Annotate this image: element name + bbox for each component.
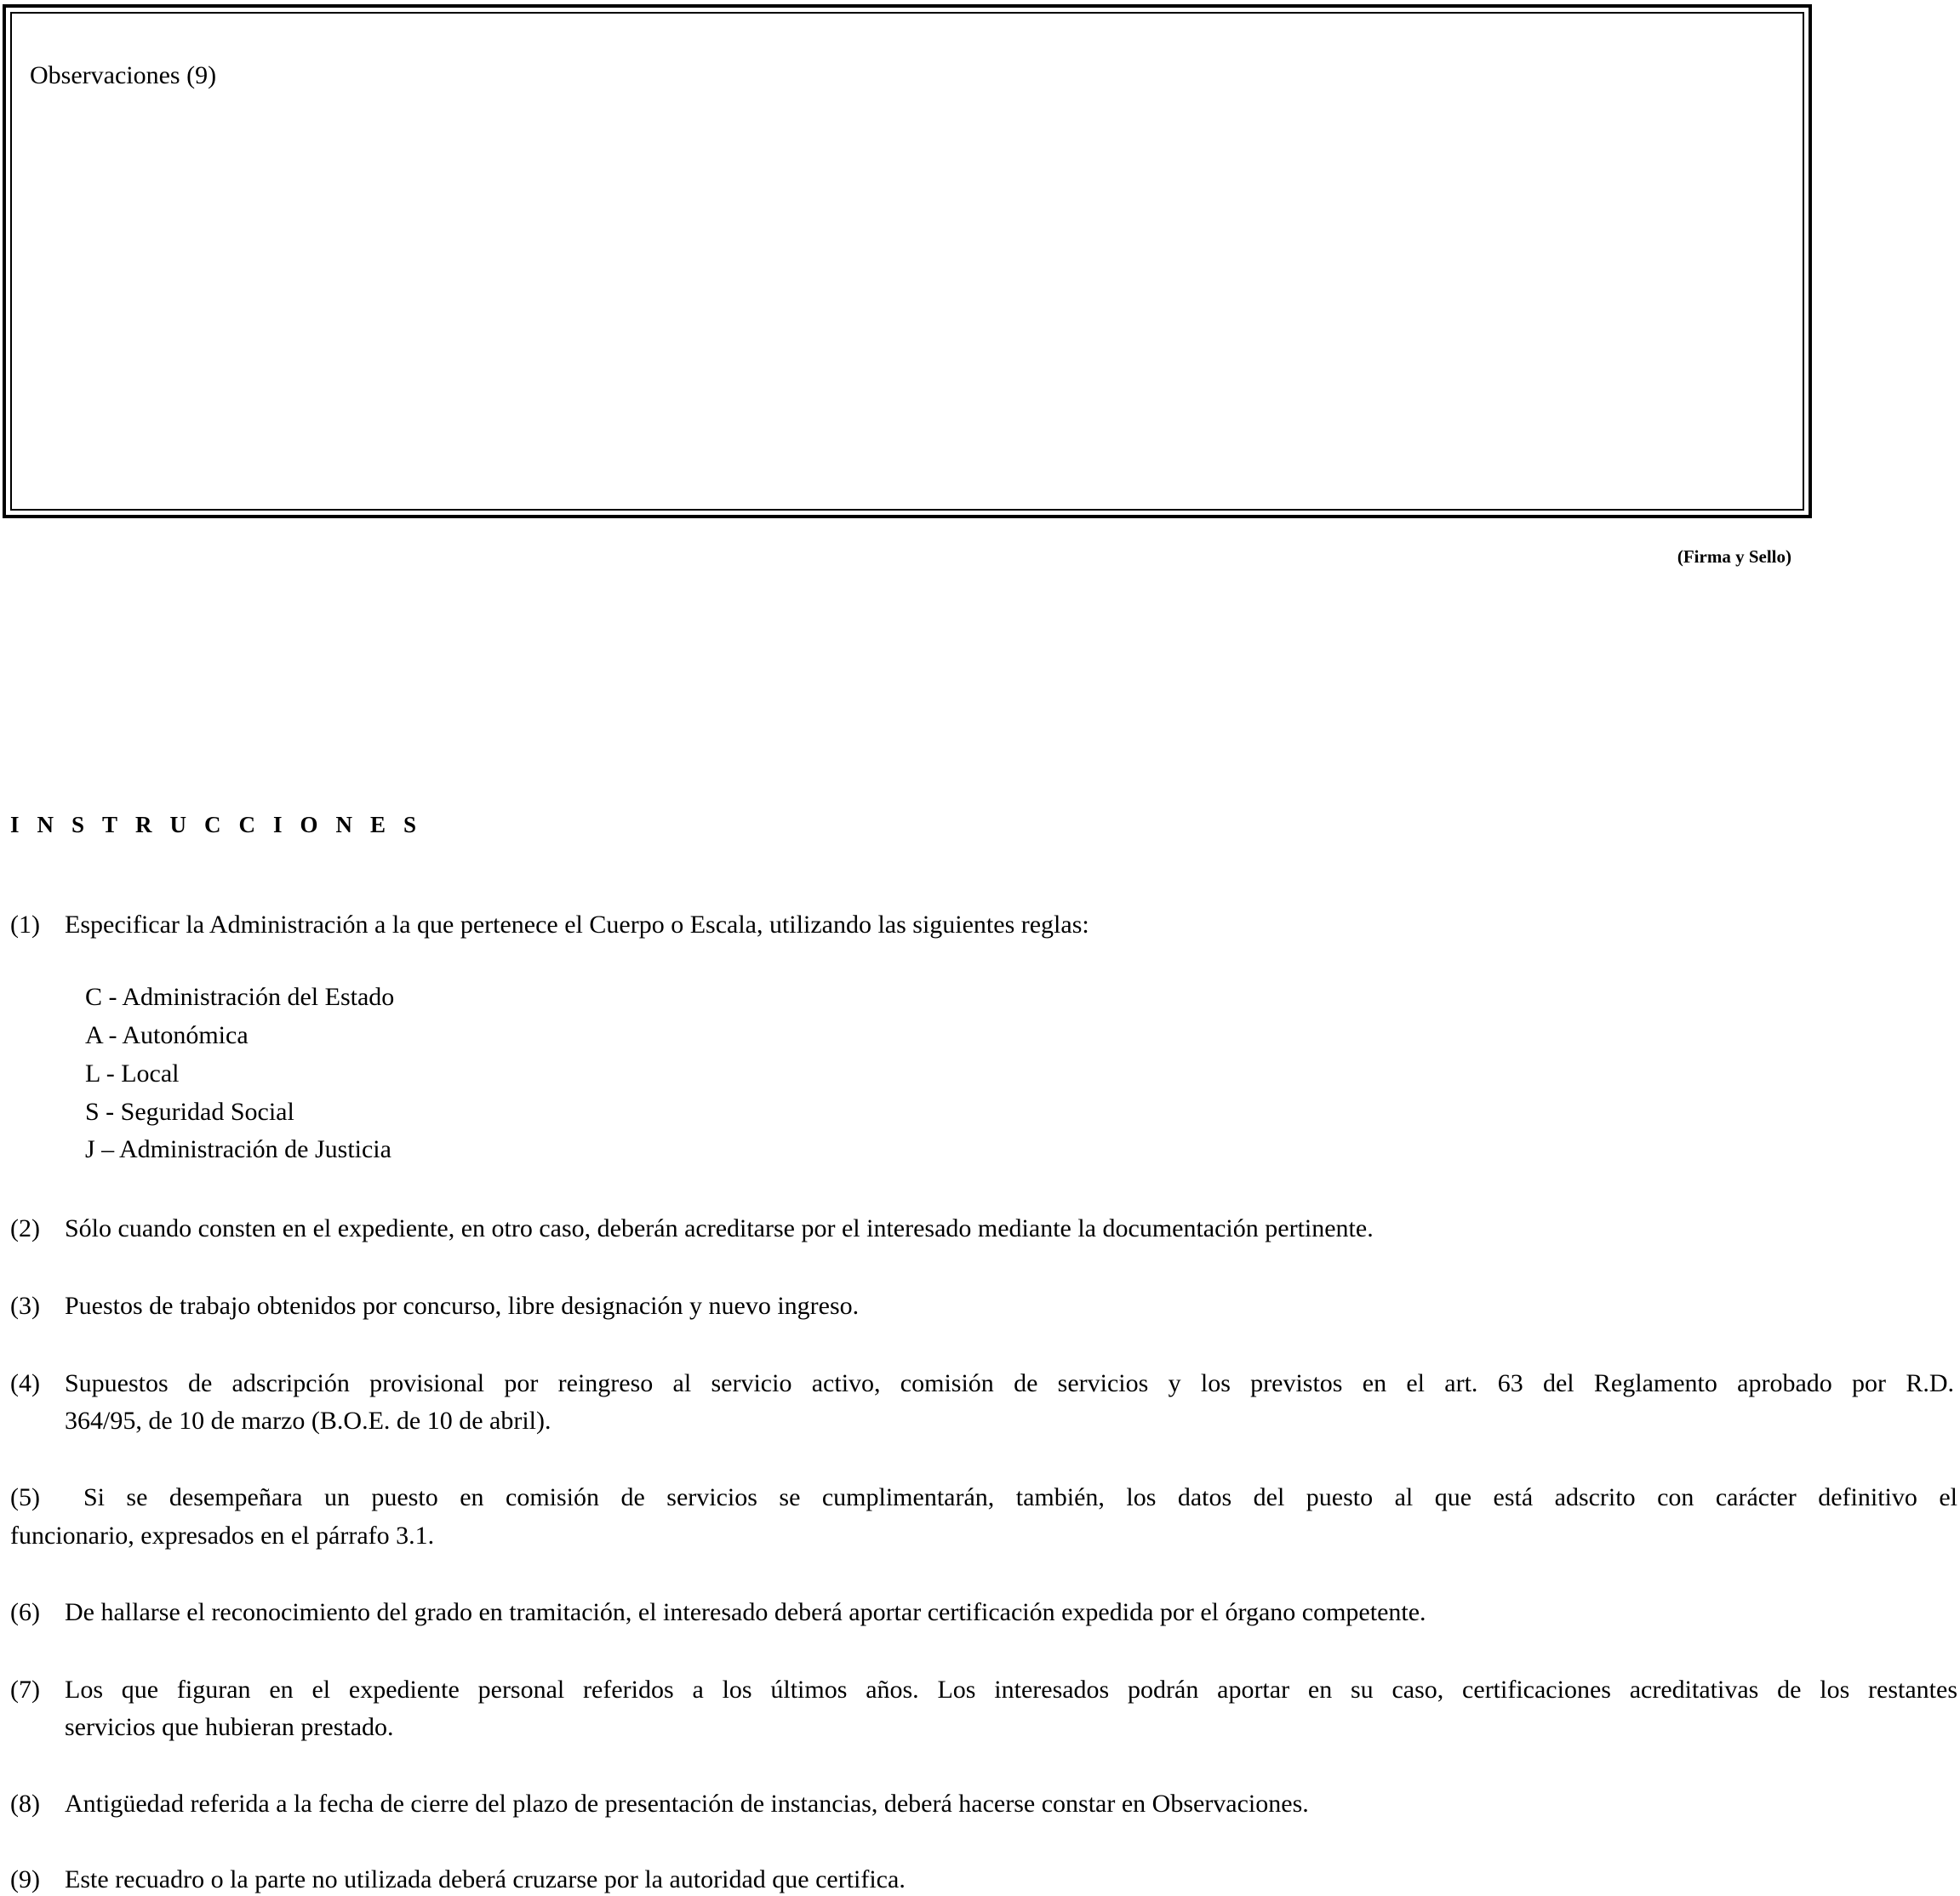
code-item-a: A - Autonómica: [85, 1021, 249, 1049]
observations-label: Observaciones (9): [30, 61, 217, 89]
item-number: (8): [10, 1790, 40, 1818]
item-text-line-2: 364/95, de 10 de marzo (B.O.E. de 10 de abril).: [65, 1407, 551, 1435]
observations-box: [3, 4, 1812, 518]
code-item-l: L - Local: [85, 1059, 180, 1088]
item-text: Antigüedad referida a la fecha de cierre del plazo de presentación de instancias, deberá hacerse constar en Observaciones.: [65, 1790, 1309, 1818]
instructions-title: INSTRUCCIONES: [10, 812, 435, 837]
item-number: (1): [10, 911, 40, 939]
code-item-s: S - Seguridad Social: [85, 1098, 294, 1126]
code-item-c: C - Administración del Estado: [85, 983, 395, 1011]
code-item-j: J – Administración de Justicia: [85, 1135, 391, 1163]
item-text-line-2: funcionario, expresados en el párrafo 3.1.: [10, 1522, 435, 1550]
item-text: De hallarse el reconocimiento del grado en tramitación, el interesado deberá aportar certificación expedida por el órgano competente.: [65, 1598, 1426, 1626]
item-text-line-2: servicios que hubieran prestado.: [65, 1713, 394, 1741]
item-number: (3): [10, 1292, 40, 1320]
item-text: Especificar la Administración a la que pertenece el Cuerpo o Escala, utilizando las siguientes reglas:: [65, 911, 1089, 939]
item-text-line-1: Los que figuran en el expediente personal referidos a los últimos años. Los interesados podrán aportar en su caso, certificaciones acreditativas de los restantes: [65, 1676, 1957, 1704]
item-number: (9): [10, 1865, 40, 1893]
item-text: Este recuadro o la parte no utilizada deberá cruzarse por la autoridad que certifica.: [65, 1865, 906, 1893]
item-text: Si se desempeñara un puesto en comisión de servicios se cumplimentarán, también, los datos del puesto al que está adscrito con carácter definitivo el: [83, 1483, 1957, 1511]
item-number: (5): [10, 1483, 40, 1511]
item-text: Puestos de trabajo obtenidos por concurso, libre designación y nuevo ingreso.: [65, 1292, 860, 1320]
item-number: (2): [10, 1214, 40, 1242]
item-number: (6): [10, 1598, 40, 1626]
item-text: Sólo cuando consten en el expediente, en otro caso, deberán acreditarse por el interesado mediante la documentación pertinente.: [65, 1214, 1374, 1242]
signature-label: (Firma y Sello): [1677, 546, 1791, 567]
observations-box-inner-border: [10, 12, 1804, 511]
item-text-line-1: Supuestos de adscripción provisional por reingreso al servicio activo, comisión de servicios y los previstos en el art. 63 del Reglamento aprobado por R.D.: [65, 1369, 1954, 1397]
item-text-line-1: [10, 1483, 1957, 1512]
item-number: (4): [10, 1369, 40, 1397]
item-number: (7): [10, 1676, 40, 1704]
